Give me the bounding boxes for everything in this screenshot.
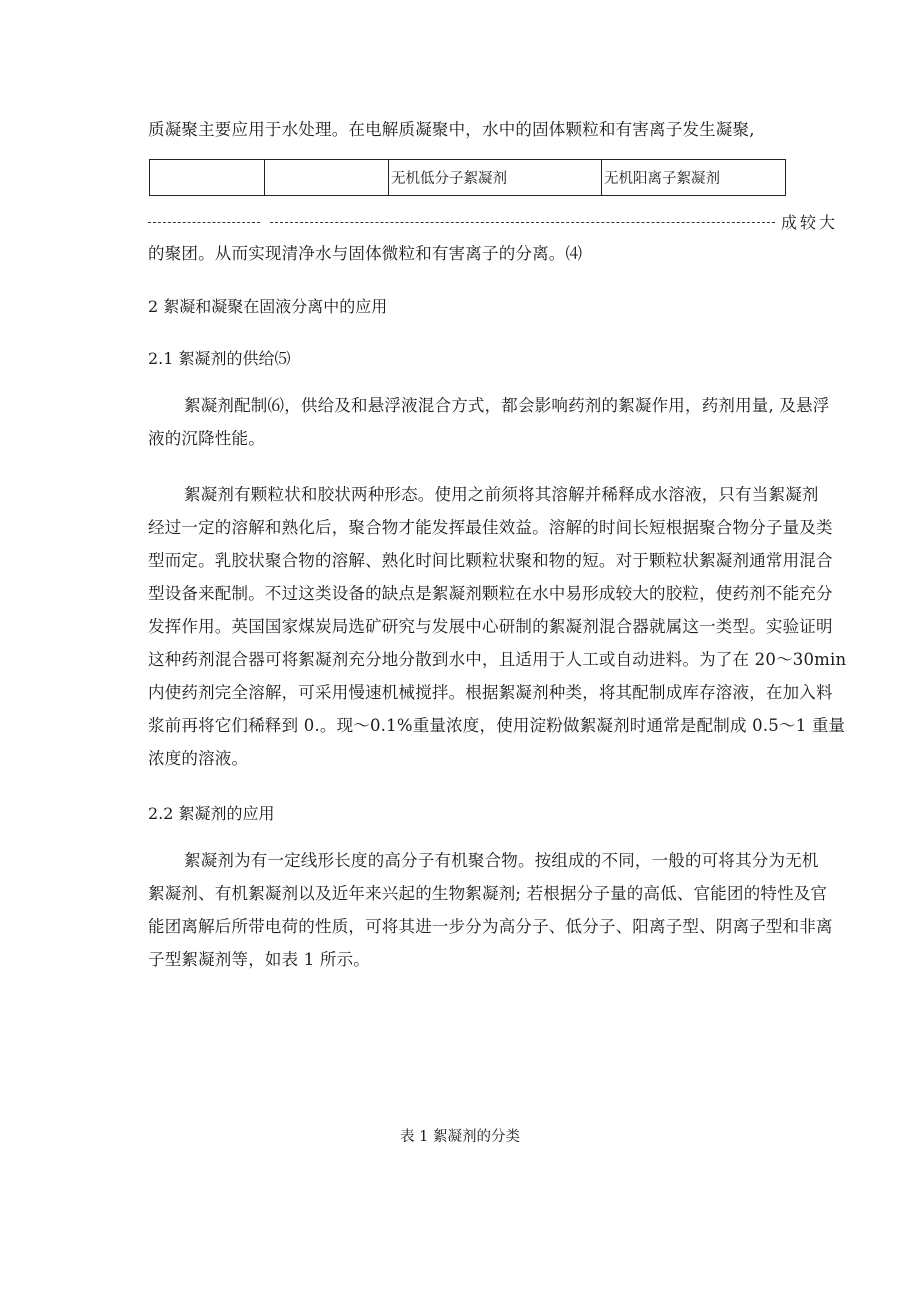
table-caption: 表 1 絮凝剂的分类 <box>400 1129 520 1145</box>
s21-p2-line-6: 这种药剂混合器可将絮凝剂充分地分散到水中，且适用于人工或自动进料。为了在 20～30min <box>148 650 847 669</box>
classification-table-fragment <box>149 159 786 196</box>
table-cell <box>150 160 265 196</box>
section-2-heading: 2 絮凝和凝聚在固液分离中的应用 <box>148 297 388 316</box>
s21-p2-line-1: 絮凝剂有颗粒状和胶状两种形态。使用之前须将其溶解并稀释成水溶液，只有当絮凝剂 <box>184 485 819 504</box>
s21-p1-line-2: 液的沉降性能。 <box>148 429 265 448</box>
s22-p1-line-1: 絮凝剂为有一定线形长度的高分子有机聚合物。按组成的不同，一般的可将其分为无机 <box>184 851 819 870</box>
s21-p2-line-9: 浓度的溶液。 <box>148 749 249 768</box>
section-2-2-heading: 2.2 絮凝剂的应用 <box>148 804 275 823</box>
continuation-text: 成较大 <box>780 212 838 232</box>
dashed-rule-short <box>148 222 260 223</box>
table-cell: 无机阳离子絮凝剂 <box>602 160 786 196</box>
s21-p2-line-5: 发挥作用。英国国家煤炭局选矿研究与发展中心研制的絮凝剂混合器就属这一类型。实验证明 <box>148 617 833 636</box>
s22-p1-line-2: 絮凝剂、有机絮凝剂以及近年来兴起的生物絮凝剂; 若根据分子量的高低、官能团的特性及官 <box>148 884 828 903</box>
s21-p2-line-7: 内使药剂完全溶解，可采用慢速机械搅拌。根据絮凝剂种类，将其配制成库存溶液，在加入料 <box>148 683 833 702</box>
s22-p1-line-3: 能团离解后所带电荷的性质，可将其进一步分为高分子、低分子、阳离子型、阴离子型和非离 <box>148 917 833 936</box>
s21-p2-line-8: 浆前再将它们稀释到 0.。现～0.1%重量浓度，使用淀粉做絮凝剂时通常是配制成 0.5～1 重量 <box>148 716 846 735</box>
s21-p2-line-4: 型设备来配制。不过这类设备的缺点是絮凝剂颗粒在水中易形成较大的胶粒，使药剂不能充分 <box>148 584 833 603</box>
table-cell <box>265 160 389 196</box>
table-cell: 无机低分子絮凝剂 <box>389 160 602 196</box>
dashed-rule-long <box>270 222 775 223</box>
s21-p1-line-1: 絮凝剂配制⑹，供给及和悬浮液混合方式，都会影响药剂的絮凝作用，药剂用量, 及悬浮 <box>184 396 830 415</box>
intro-line-1: 质凝聚主要应用于水处理。在电解质凝聚中，水中的固体颗粒和有害离子发生凝聚, <box>148 120 755 139</box>
s21-p2-line-3: 型而定。乳胶状聚合物的溶解、熟化时间比颗粒状聚和物的短。对于颗粒状絮凝剂通常用混合 <box>148 551 833 570</box>
s22-p1-line-4: 子型絮凝剂等，如表 1 所示。 <box>148 950 370 969</box>
dashed-continuation-line <box>148 210 838 232</box>
section-2-1-heading: 2.1 絮凝剂的供给⑸ <box>148 349 291 368</box>
s21-p2-line-2: 经过一定的溶解和熟化后，聚合物才能发挥最佳效益。溶解的时间长短根据聚合物分子量及类 <box>148 518 833 537</box>
intro-line-2: 的聚团。从而实现清净水与固体微粒和有害离子的分离。⑷ <box>148 244 583 263</box>
table-row <box>150 160 786 196</box>
